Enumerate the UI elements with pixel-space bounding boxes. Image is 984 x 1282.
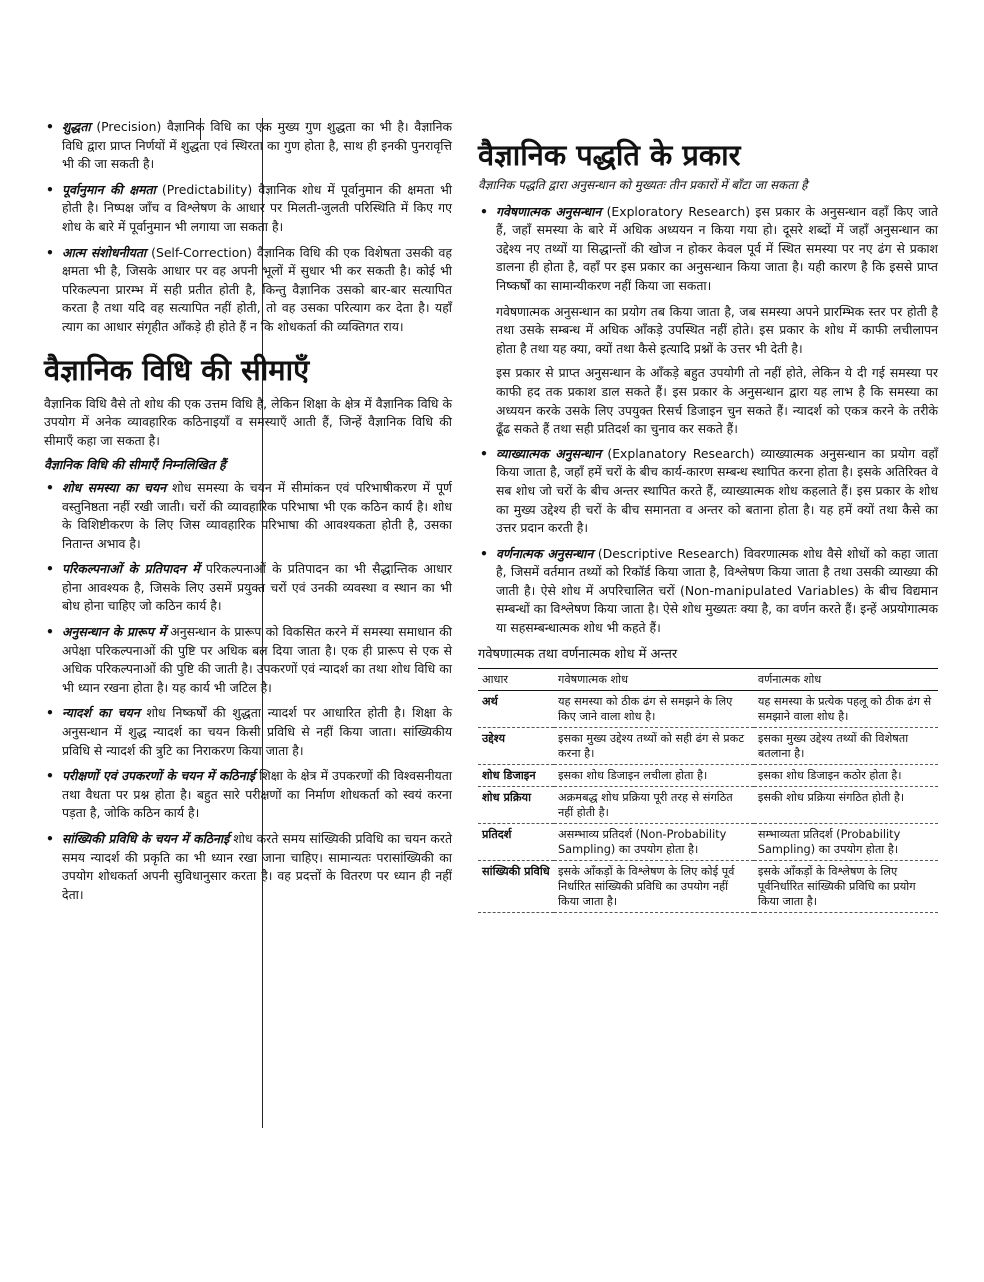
list-item [44, 244, 452, 337]
bullet-term: सांख्यिकी प्रविधि के चयन में कठिनाई [62, 831, 230, 846]
table-caption: गवेषणात्मक तथा वर्णनात्मक शोध में अन्तर [478, 646, 678, 662]
list-item [44, 560, 452, 616]
table-cell: प्रतिदर्श [478, 824, 554, 861]
bullet-term: पूर्वानुमान की क्षमता [62, 181, 156, 197]
table-cell: यह समस्या को ठीक ढंग से समझने के लिए किए जाने वाला शोध है। [554, 691, 754, 728]
types-subtitle: वैज्ञानिक पद्धति द्वारा अनुसन्धान को मुख्यतः तीन प्रकारों में बाँटा जा सकता है [478, 178, 808, 192]
table-body [478, 691, 938, 913]
left-column [44, 118, 452, 911]
bullet-term: शोध समस्या का चयन [62, 479, 167, 495]
table-row [478, 765, 938, 787]
bullet-text: परिकल्पनाओं के प्रतिपादन का भी सैद्धान्तिक आधार होना आवश्यक है, जिसके लिए उसमें प्रयुक्त चरों एवं उनकी व्यवस्था व स्थान का भी बोध होना चाहिए जो कठिन कार्य है। [62, 561, 453, 614]
table-cell: अक्रमबद्ध शोध प्रक्रिया पूरी तरह से संगठित नहीं होती है। [554, 787, 754, 824]
table-cell: इसके आँकड़ों के विश्लेषण के लिए पूर्वनिर्धारित सांख्यिकी प्रविधि का प्रयोग किया जाता है। [754, 861, 938, 913]
table-cell: इसकी शोध प्रक्रिया संगठित होती है। [754, 787, 938, 824]
limits-heading: वैज्ञानिक विधि की सीमाएँ निम्नलिखित हैं [44, 457, 226, 473]
table-row [478, 728, 938, 765]
table-cell: इसका शोध डिजाइन लचीला होता है। [554, 765, 754, 787]
table-cell: यह समस्या के प्रत्येक पहलू को ठीक ढंग से समझाने वाला शोध है। [754, 691, 938, 728]
bullet-text: शिक्षा के क्षेत्र में उपकरणों की विश्वसनीयता तथा वैधता पर प्रश्न होता है। बहुत सारे परीक्षणों का निर्माण शोधकर्ता को स्वयं करना पड़ता है, जोकि कठिन कार्य है। [62, 768, 452, 821]
right-column [478, 118, 938, 913]
bullet-text: शोध करते समय सांख्यिकी प्रविधि का चयन करते समय न्यादर्श की प्रकृति का भी ध्यान रखा जाना चाहिए। सामान्यतः परासांख्यिकी का उपयोग शोधकर्ता अपनी सुविधानुसार करता है। वह प्रदत्तों के वितरण पर ध्यान ही नहीं देता। [62, 831, 453, 902]
comparison-table [478, 668, 938, 913]
table-row [478, 861, 938, 913]
list-item [44, 181, 452, 237]
list-item [44, 830, 452, 904]
table-row [478, 787, 938, 824]
table-cell: सांख्यिकी प्रविधि [478, 861, 554, 913]
table-cell: अर्थ [478, 691, 554, 728]
table-header: गवेषणात्मक शोध [554, 669, 754, 691]
list-item [44, 767, 452, 823]
bullet-text: (Self-Correction) वैज्ञानिक विधि की एक विशेषता उसकी वह क्षमता भी है, जिसके आधार पर वह अपनी भूलों में सुधार भी कर सकती है। कोई भी परिकल्पना प्रारम्भ में सही प्रतीत होती है, किन्तु वैज्ञानिक उसको बार-बार सत्यापित करता है तथा यदि वह सत्यापित नहीं होती, तो वह उसका परित्याग कर देता है। यहाँ त्याग का आधार संगृहीत आँकड़े ही होते हैं न कि शोधकर्ता की व्यक्तिगत राय। [62, 244, 452, 334]
list-item [44, 479, 452, 553]
limits-intro: वैज्ञानिक विधि वैसे तो शोध की एक उत्तम विधि है, लेकिन शिक्षा के क्षेत्र में वैज्ञानिक विधि के उपयोग में अनेक व्यावहारिक कठिनाइयाँ व समस्याएँ आती हैं, जिन्हें वैज्ञानिक विधि की सीमाएँ कहा जा सकता है। [44, 395, 452, 448]
table-header: आधार [478, 669, 554, 691]
precision-bullets [44, 118, 452, 337]
bullet-text: शोध समस्या के चयन में सीमांकन एवं परिभाषीकरण में पूर्ण वस्तुनिष्ठता नहीं रखी जाती। चरों की व्यावहारिक परिभाषा भी एक कठिन कार्य है। शोध के विशिष्टीकरण के लिए जिस व्यावहारिक परिभाषा की आवश्यकता होती है, उसका नितान्त अभाव है। [62, 479, 452, 551]
type-exploratory: • गवेषणात्मक अनुसन्धान (Exploratory Research) इस प्रकार के अनुसन्धान वहाँ किए जाते हैं, जहाँ समस्या के बारे में अधिक अध्ययन न किया गया हो। दूसरे शब्दों में जहाँ अनुसन्धान का उद्देश्य नए तथ्यों या सिद्धान्तों की खोज न होकर केवल पूर्व में स्थित समस्या पर नए ढंग से प्रकाश डालना ही होता है, वहाँ पर इस प्रकार का अनुसन्धान किया जाता है। यही कारण है कि इससे प्राप्त निष्कर्षों का सामान्यीकरण नहीं किया जा सकता। [478, 203, 938, 296]
list-item [44, 704, 452, 760]
table-cell: इसका मुख्य उद्देश्य तथ्यों को सही ढंग से प्रकट करना है। [554, 728, 754, 765]
bullet-term: परीक्षणों एवं उपकरणों के चयन में कठिनाई [62, 768, 255, 784]
bullet-text: (Precision) वैज्ञानिक विधि का एक मुख्य गुण शुद्धता का भी है। वैज्ञानिक विधि द्वारा प्राप्त निर्णयों में शुद्धता एवं स्थिरता का गुण होता है, साथ ही इनकी पुनरावृत्ति भी की जा सकती है। [62, 119, 452, 172]
exploratory-para-1: गवेषणात्मक अनुसन्धान का प्रयोग तब किया जाता है, जब समस्या अपने प्रारम्भिक स्तर पर होती है तथा उसके सम्बन्ध में अधिक आँकड़े उपस्थित नहीं होते। इस प्रकार के शोध में काफी लचीलापन होता है तथा यह क्या, क्यों तथा कैसे इत्यादि प्रश्नों के उत्तर भी देती है। [496, 303, 938, 356]
bullet-text: (Predictability) वैज्ञानिक शोध में पूर्वानुमान की क्षमता भी होती है। निष्पक्ष जाँच व विश्लेषण के आधार पर मिलती-जुलती परिस्थिति में किए गए शोध के बारे में पूर्वानुमान भी लगाया जा सकता है। [62, 181, 453, 234]
bullet-term: आत्म संशोधनीयता [62, 244, 147, 260]
bullet-term: अनुसन्धान के प्रारूप में [62, 624, 166, 640]
type-descriptive: • वर्णनात्मक अनुसन्धान (Descriptive Research) विवरणात्मक शोध वैसे शोधों को कहा जाता है, जिसमें वर्तमान तथ्यों को रिकॉर्ड किया जाता है, विश्लेषण किया जाता है तथा उसकी व्याख्या की जाती है। ऐसे शोध में अपरिचालित चरों (Non-manipulated Variables) के बीच विद्यमान सम्बन्धों का विश्लेषण किया जाता है। ऐसे शोध मुख्यतः क्या है, का वर्णन करते हैं। इन्हें अप्रयोगात्मक या सहसम्बन्धात्मक शोध भी कहते हैं। [478, 545, 938, 638]
table-row [478, 824, 938, 861]
table-cell: शोध डिजाइन [478, 765, 554, 787]
bullet-term: शुद्धता [62, 119, 91, 134]
table-cell: इसका मुख्य उद्देश्य तथ्यों की विशेषता बतलाना है। [754, 728, 938, 765]
table-cell: इसका शोध डिजाइन कठोर होता है। [754, 765, 938, 787]
list-item [44, 118, 452, 174]
limits-title: वैज्ञानिक विधि की सीमाएँ [44, 352, 310, 387]
limits-list [44, 479, 452, 904]
table-cell: सम्भाव्यता प्रतिदर्श (Probability Sampling) का उपयोग होता है। [754, 824, 938, 861]
type-explanatory: • व्याख्यात्मक अनुसन्धान (Explanatory Research) व्याख्यात्मक अनुसन्धान का प्रयोग वहाँ किया जाता है, जहाँ हमें चरों के बीच कार्य-कारण सम्बन्ध स्थापित करना होता है। इसके अतिरिक्त वे सब शोध जो चरों के बीच अन्तर स्थापित करते हैं, व्याख्यात्मक शोध कहलाते हैं। इस प्रकार के शोध का मुख्य उद्देश्य ही चरों के बीच समानता व अन्तर को बताना होता है। यह हमें क्यों तथा कैसे का उत्तर प्रदान करती है। [478, 445, 938, 538]
table-cell: उद्देश्य [478, 728, 554, 765]
table-cell: असम्भाव्य प्रतिदर्श (Non-Probability Sampling) का उपयोग होता है। [554, 824, 754, 861]
bullet-term: परिकल्पनाओं के प्रतिपादन में [62, 561, 200, 577]
types-title: वैज्ञानिक पद्धति के प्रकार [478, 138, 741, 172]
table-cell: शोध प्रक्रिया [478, 787, 554, 824]
table-header-row [478, 669, 938, 691]
bullet-text: अनुसन्धान के प्रारूप को विकसित करने में समस्या समाधान की अपेक्षा परिकल्पनाओं की पुष्टि पर अधिक बल दिया जाता है। एक ही प्रारूप से एक से अधिक परिकल्पनाओं की पुष्टि की जाती है। उपकरणों एवं न्यादर्श का तथा शोध विधि का भी ध्यान रखना होता है। यह कार्य भी जटिल है। [62, 624, 452, 695]
table-header: वर्णनात्मक शोध [754, 669, 938, 691]
bullet-text: शोध निष्कर्षों की शुद्धता न्यादर्श पर आधारित होती है। शिक्षा के अनुसन्धान में शुद्ध न्यादर्श का चयन किसी प्रविधि से नहीं किया जाता। सांख्यिकीय प्रविधि से न्यादर्श की त्रुटि का निराकरण किया जाता है। [62, 705, 453, 758]
bullet-term: न्यादर्श का चयन [62, 705, 140, 721]
exploratory-para-2: इस प्रकार से प्राप्त अनुसन्धान के आँकड़े बहुत उपयोगी तो नहीं होते, लेकिन ये दी गई समस्या पर काफी हद तक प्रकाश डाल सकते हैं। इस प्रकार के अनुसन्धान द्वारा यह लाभ है कि समस्या का अध्ययन करके उसके लिए उपयुक्त रिसर्च डिजाइन चुन सकते हैं। न्यादर्श को एकत्र करने के तरीके ढूँढ सकते हैं तथा सही प्रतिदर्श का चुनाव कर सकते हैं। [496, 365, 938, 437]
table-cell: इसके आँकड़ों के विश्लेषण के लिए कोई पूर्व निर्धारित सांख्यिकी प्रविधि का उपयोग नहीं किया जाता है। [554, 861, 754, 913]
list-item [44, 623, 452, 697]
table-row [478, 691, 938, 728]
